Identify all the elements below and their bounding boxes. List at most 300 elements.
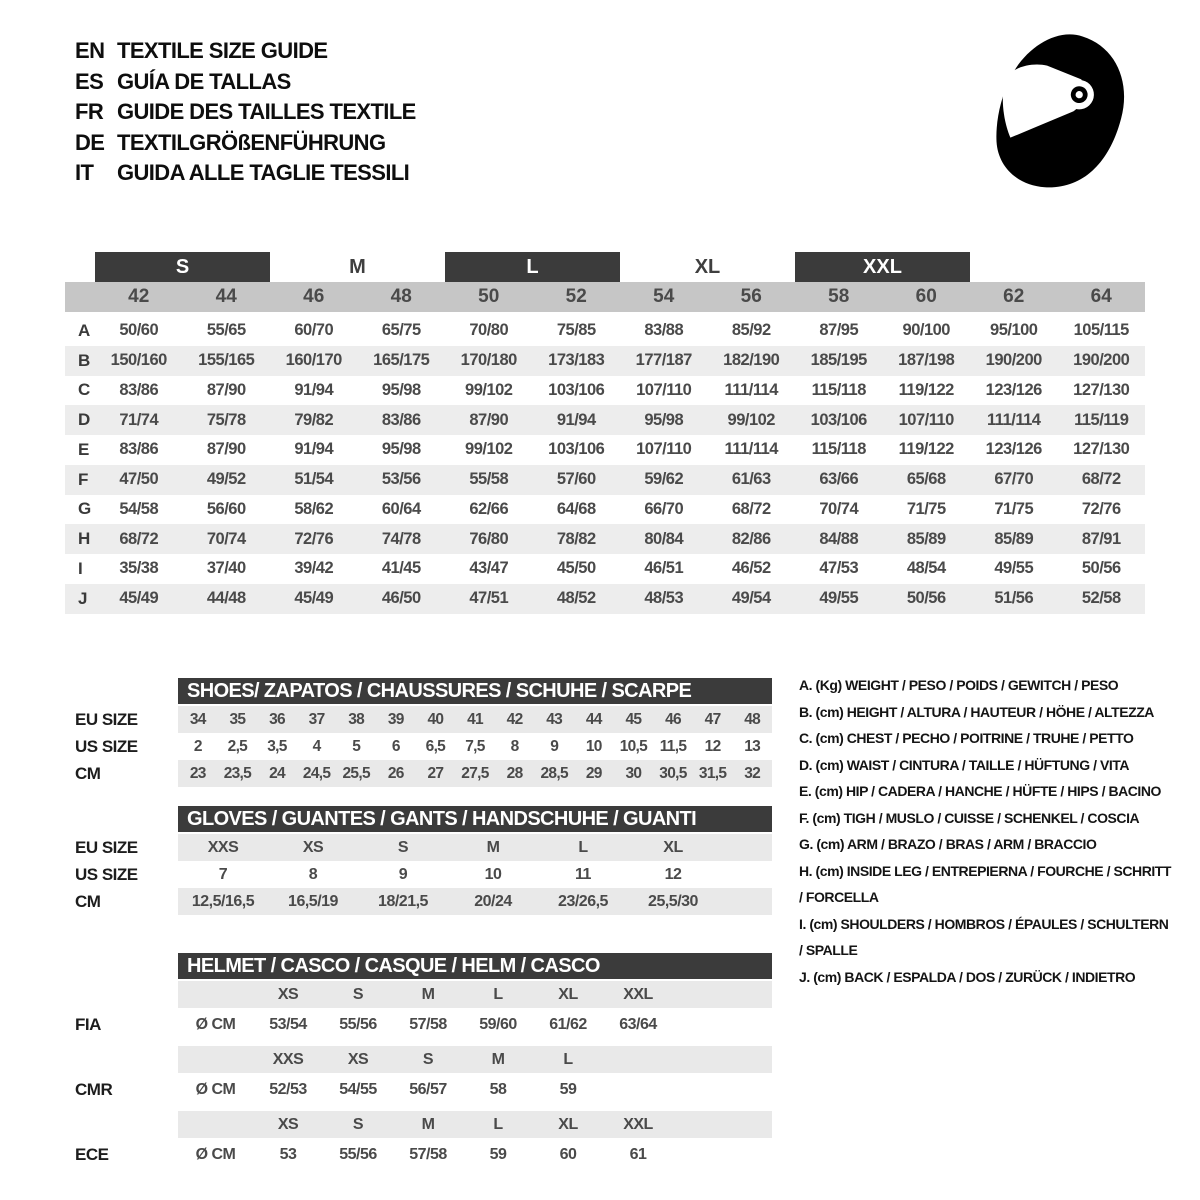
helmet-size-header: M <box>421 985 435 1003</box>
legend-item: J. (cm) BACK / ESPALDA / DOS / ZURÜCK / INDIETRO <box>799 968 1136 985</box>
size-value-cell: 72/76 <box>1081 499 1121 518</box>
size-value-cell: 67/70 <box>994 470 1034 489</box>
size-value-cell: 50/56 <box>906 589 946 608</box>
size-value-cell: 115/118 <box>811 440 866 459</box>
row-label: G <box>78 499 92 519</box>
size-value-cell: 111/114 <box>987 410 1041 429</box>
helmet-value-cell: 54/55 <box>339 1081 377 1098</box>
helmet-size-header: XS <box>347 1050 369 1068</box>
value-cell: 5 <box>352 737 361 755</box>
size-value-cell: 111/114 <box>724 380 778 399</box>
helmet-size-header: XL <box>558 1115 578 1133</box>
helmet-standard-values <box>178 1008 772 1042</box>
size-value-cell: 85/89 <box>906 529 946 548</box>
unit-spacer <box>178 1046 253 1073</box>
value-cell: 23 <box>189 764 206 782</box>
row-label: F <box>78 469 89 489</box>
helmet-table-title: HELMET / CASCO / CASQUE / HELM / CASCO <box>187 954 600 977</box>
helmet-standard-row <box>65 1073 775 1107</box>
value-cell: 3,5 <box>267 737 287 755</box>
guide-title-fr: GUIDE DES TAILLES TEXTILE <box>117 99 416 125</box>
helmet-value-cell: 57/58 <box>409 1146 447 1163</box>
helmet-size-header: L <box>493 1115 503 1133</box>
size-value-cell: 103/106 <box>810 410 867 429</box>
value-cell: 10 <box>484 865 502 883</box>
size-value-cell: 72/76 <box>294 529 334 548</box>
value-cell: 6 <box>391 737 400 755</box>
size-value-cell: 182/190 <box>723 351 780 370</box>
value-cell: L <box>578 838 588 856</box>
size-value-cell: 75/85 <box>556 321 596 340</box>
value-cell: 11,5 <box>659 737 687 755</box>
size-value-cell: 71/75 <box>994 499 1034 518</box>
value-cell: 40 <box>427 710 444 728</box>
value-cell: 44 <box>585 710 602 728</box>
size-group-xxl: XXL <box>795 252 970 282</box>
value-cell: 13 <box>744 737 761 755</box>
helmet-value-cell: 59/60 <box>479 1016 517 1033</box>
size-value-cell: 49/55 <box>819 589 859 608</box>
size-column-header: 64 <box>1090 286 1112 307</box>
size-value-cell: 99/102 <box>727 410 775 429</box>
row-label: H <box>78 529 91 549</box>
value-cell: 7 <box>218 865 228 883</box>
helmet-size-table <box>65 953 775 1176</box>
value-cell: 6,5 <box>425 737 446 755</box>
helmet-size-header: M <box>421 1115 435 1133</box>
value-cell: 11 <box>575 865 591 883</box>
size-value-cell: 107/110 <box>636 440 692 459</box>
gloves-table-title-bar <box>178 806 772 832</box>
value-cell: 43 <box>546 710 563 728</box>
size-value-cell: 41/45 <box>381 559 421 578</box>
size-column-header: 46 <box>303 286 325 307</box>
size-value-cell: 87/91 <box>1081 529 1121 548</box>
racing-helmet-icon <box>980 26 1148 208</box>
helmet-size-headers <box>178 1046 772 1073</box>
helmet-value-cell: 53/54 <box>269 1016 307 1033</box>
row-values <box>178 733 772 760</box>
helmet-value-cell: 55/56 <box>339 1146 377 1163</box>
value-cell: 10 <box>585 737 602 755</box>
legend-item: C. (cm) CHEST / PECHO / POITRINE / TRUHE / PETTO <box>799 730 1134 746</box>
size-group-m: M <box>349 255 366 278</box>
size-value-cell: 55/65 <box>206 321 246 340</box>
guide-title-de: TEXTILGRÖßENFÜHRUNG <box>117 129 386 155</box>
value-cell: 37 <box>308 710 325 728</box>
size-value-cell: 45/49 <box>119 589 159 608</box>
helmet-size-headers <box>178 1111 772 1138</box>
helmet-table-title-bar <box>178 953 772 979</box>
row-label: E <box>78 439 90 459</box>
value-cell: 25,5/30 <box>648 892 698 910</box>
row-header-label: CM <box>75 891 101 911</box>
value-cell: 12 <box>704 737 721 755</box>
value-cell: 2 <box>193 737 202 755</box>
value-cell: 8 <box>308 865 318 883</box>
table-row <box>65 861 775 888</box>
size-value-cell: 115/119 <box>1074 410 1129 429</box>
size-value-cell: 37/40 <box>206 559 246 578</box>
standard-label: CMR <box>75 1080 113 1099</box>
helmet-value-cell: 63/64 <box>619 1016 657 1033</box>
helmet-size-header: S <box>352 1115 364 1133</box>
size-value-cell: 111/114 <box>724 440 778 459</box>
helmet-size-header: S <box>352 985 364 1003</box>
size-value-cell: 49/52 <box>206 470 246 489</box>
size-value-cell: 99/102 <box>465 380 513 399</box>
size-value-cell: 127/130 <box>1073 380 1130 399</box>
size-value-cell: 83/86 <box>119 440 159 459</box>
size-value-cell: 90/100 <box>902 321 950 340</box>
unit-label: Ø CM <box>195 1146 236 1163</box>
size-column-header: 44 <box>215 286 237 307</box>
legend-item: B. (cm) HEIGHT / ALTURA / HAUTEUR / HÖHE / ALTEZZA <box>799 703 1154 720</box>
size-value-cell: 48/52 <box>556 589 596 608</box>
table-row <box>65 834 775 861</box>
language-code: FR <box>75 99 104 125</box>
size-value-cell: 60/64 <box>381 499 421 518</box>
size-value-cell: 78/82 <box>556 529 596 548</box>
measurement-row <box>65 435 1145 465</box>
value-cell: 18/21,5 <box>378 892 428 910</box>
measurement-row <box>65 346 1145 376</box>
language-code: ES <box>75 68 104 94</box>
value-cell: XL <box>663 838 683 856</box>
size-value-cell: 91/94 <box>556 410 596 429</box>
size-value-cell: 58/62 <box>294 499 334 518</box>
value-cell: 2,5 <box>227 737 248 755</box>
value-cell: 42 <box>506 710 523 728</box>
row-label: B <box>78 350 91 370</box>
value-cell: 36 <box>269 710 285 728</box>
size-value-cell: 95/98 <box>381 440 421 459</box>
measurement-row <box>65 524 1145 554</box>
helmet-value-cell: 58 <box>489 1081 507 1098</box>
helmet-size-header: XL <box>558 985 578 1003</box>
guide-title-it: GUIDA ALLE TAGLIE TESSILI <box>117 160 410 186</box>
gloves-table-title: GLOVES / GUANTES / GANTS / HANDSCHUHE / GUANTI <box>187 807 697 830</box>
size-value-cell: 185/195 <box>810 351 867 370</box>
size-value-cell: 45/50 <box>556 559 596 578</box>
legend-item: D. (cm) WAIST / CINTURA / TAILLE / HÜFTUNG / VITA <box>799 756 1130 773</box>
value-cell: 24,5 <box>302 764 331 782</box>
size-column-header: 52 <box>565 286 587 307</box>
size-column-header: 42 <box>128 286 150 307</box>
measurement-row <box>65 316 1145 346</box>
size-group-header-row <box>65 252 1145 282</box>
size-value-cell: 70/74 <box>819 499 859 518</box>
value-cell: 47 <box>704 710 721 728</box>
value-cell: 35 <box>229 710 246 728</box>
row-values <box>178 861 772 888</box>
legend-item: H. (cm) INSIDE LEG / ENTREPIERNA / FOURCHE / SCHRITT / FORCELLA <box>799 862 1171 905</box>
size-column-header: 62 <box>1003 286 1025 307</box>
size-value-cell: 83/86 <box>119 380 159 399</box>
size-column-header: 48 <box>390 286 412 307</box>
helmet-size-header: XXL <box>623 985 653 1003</box>
language-title-row <box>75 36 416 67</box>
value-cell: XXS <box>207 838 239 856</box>
size-value-cell: 52/58 <box>1081 589 1121 608</box>
guide-title-es: GUÍA DE TALLAS <box>117 68 291 94</box>
size-column-header: 56 <box>740 286 762 307</box>
size-value-cell: 46/51 <box>644 559 684 578</box>
value-cell: 9 <box>550 737 559 755</box>
value-cell: 30,5 <box>659 764 687 782</box>
size-value-cell: 66/70 <box>644 499 684 518</box>
standard-label: ECE <box>75 1145 109 1164</box>
language-title-row <box>75 128 416 159</box>
size-value-cell: 87/90 <box>206 380 246 399</box>
helmet-size-header: XXL <box>623 1115 653 1133</box>
size-value-cell: 65/68 <box>906 470 946 489</box>
size-value-cell: 53/56 <box>381 470 421 489</box>
size-value-cell: 83/86 <box>381 410 421 429</box>
value-cell: 28 <box>506 764 523 782</box>
size-value-cell: 170/180 <box>460 351 517 370</box>
standard-label: FIA <box>75 1015 101 1034</box>
row-values <box>178 760 772 787</box>
size-value-cell: 83/88 <box>644 321 684 340</box>
size-value-cell: 47/50 <box>119 470 159 489</box>
value-cell: 20/24 <box>474 892 512 910</box>
table-row <box>65 706 775 733</box>
size-value-cell: 84/88 <box>819 529 859 548</box>
helmet-standard-row <box>65 1008 775 1042</box>
language-code: DE <box>75 129 105 155</box>
legend-item: E. (cm) HIP / CADERA / HANCHE / HÜFTE / HIPS / BACINO <box>799 783 1161 799</box>
measurement-row <box>65 376 1145 406</box>
helmet-size-header-row <box>65 981 775 1008</box>
helmet-value-cell: 59 <box>559 1081 577 1098</box>
size-value-cell: 99/102 <box>465 440 513 459</box>
helmet-size-header: L <box>493 985 503 1003</box>
row-header-label: CM <box>75 763 101 783</box>
value-cell: 28,5 <box>540 764 568 782</box>
helmet-size-header: XS <box>277 1115 299 1133</box>
unit-label: Ø CM <box>195 1081 236 1098</box>
size-value-cell: 39/42 <box>294 559 334 578</box>
size-value-cell: 80/84 <box>644 529 684 548</box>
size-value-cell: 76/80 <box>469 529 509 548</box>
size-value-cell: 50/56 <box>1081 559 1121 578</box>
size-value-cell: 50/60 <box>119 321 159 340</box>
value-cell: 10,5 <box>619 737 648 755</box>
value-cell: 39 <box>387 710 404 728</box>
helmet-standard-values <box>178 1138 772 1172</box>
size-value-cell: 51/54 <box>294 470 334 489</box>
value-cell: M <box>486 838 500 856</box>
size-value-cell: 150/160 <box>110 351 167 370</box>
size-value-cell: 173/183 <box>548 351 605 370</box>
language-title-list <box>75 36 416 189</box>
row-header-label: EU SIZE <box>75 709 138 729</box>
helmet-value-cell <box>603 1073 673 1107</box>
textile-size-table <box>65 252 1145 614</box>
language-title-row <box>75 158 416 189</box>
value-cell: 25,5 <box>342 764 370 782</box>
gloves-size-table <box>65 806 775 915</box>
helmet-size-header <box>603 1046 673 1073</box>
row-label: D <box>78 410 91 430</box>
measurement-row <box>65 465 1145 495</box>
size-value-cell: 46/50 <box>381 589 421 608</box>
value-cell: 4 <box>312 737 321 755</box>
value-cell: 12,5/16,5 <box>191 892 255 910</box>
size-value-cell: 43/47 <box>469 559 509 578</box>
size-value-cell: 48/54 <box>906 559 946 578</box>
size-value-cell: 190/200 <box>985 351 1042 370</box>
value-cell: 46 <box>665 710 681 728</box>
size-value-cell: 70/74 <box>206 529 246 548</box>
size-value-cell: 87/90 <box>206 440 246 459</box>
size-value-cell: 68/72 <box>731 499 771 518</box>
legend-item: I. (cm) SHOULDERS / HOMBROS / ÉPAULES / SCHULTERN / SPALLE <box>799 915 1169 958</box>
legend-item: G. (cm) ARM / BRAZO / BRAS / ARM / BRACCIO <box>799 836 1097 852</box>
size-value-cell: 51/56 <box>994 589 1034 608</box>
size-value-cell: 95/98 <box>381 380 421 399</box>
size-value-cell: 115/118 <box>811 380 866 399</box>
value-cell: 32 <box>744 764 761 782</box>
value-cell: 30 <box>625 764 642 782</box>
size-value-cell: 61/63 <box>731 470 771 489</box>
helmet-value-cell: 59 <box>489 1146 507 1163</box>
size-value-cell: 46/52 <box>731 559 771 578</box>
legend-item: A. (Kg) WEIGHT / PESO / POIDS / GEWITCH / PESO <box>799 677 1119 693</box>
size-value-cell: 47/53 <box>819 559 859 578</box>
helmet-value-cell: 56/57 <box>409 1081 447 1098</box>
size-value-cell: 68/72 <box>119 529 159 548</box>
value-cell: XS <box>302 838 324 856</box>
value-cell: 45 <box>625 710 642 728</box>
row-header-label: US SIZE <box>75 736 138 756</box>
helmet-value-cell: 57/58 <box>409 1016 447 1033</box>
size-value-cell: 35/38 <box>119 559 159 578</box>
size-value-cell: 127/130 <box>1073 440 1130 459</box>
language-title-row <box>75 67 416 98</box>
measurement-row <box>65 554 1145 584</box>
row-label: C <box>78 380 91 400</box>
value-cell: 27,5 <box>461 764 489 782</box>
language-code: EN <box>75 38 105 64</box>
value-cell: 16,5/19 <box>288 892 338 910</box>
legend-item: F. (cm) TIGH / MUSLO / CUISSE / SCHENKEL / COSCIA <box>799 809 1140 826</box>
value-cell: 7,5 <box>465 737 485 755</box>
shoes-size-table <box>65 678 775 787</box>
value-cell: 23/26,5 <box>558 892 608 910</box>
value-cell: 8 <box>510 737 519 755</box>
helmet-size-header-row <box>65 1111 775 1138</box>
value-cell: 26 <box>387 764 404 782</box>
size-value-cell: 49/54 <box>731 589 771 608</box>
value-cell: 23,5 <box>223 764 252 782</box>
size-value-cell: 119/122 <box>898 440 954 459</box>
helmet-size-header: S <box>422 1050 434 1068</box>
size-value-cell: 63/66 <box>819 470 859 489</box>
size-value-cell: 74/78 <box>381 529 421 548</box>
size-value-cell: 87/90 <box>469 410 509 429</box>
size-value-cell: 71/74 <box>119 410 159 429</box>
size-value-cell: 123/126 <box>985 380 1042 399</box>
helmet-size-header-row <box>65 1046 775 1073</box>
size-value-cell: 70/80 <box>469 321 509 340</box>
helmet-value-cell: 61/62 <box>549 1016 587 1033</box>
unit-spacer <box>178 1111 253 1138</box>
row-values <box>178 834 772 861</box>
row-header-label: EU SIZE <box>75 837 138 857</box>
size-value-cell: 65/75 <box>381 321 421 340</box>
row-label: J <box>78 588 88 608</box>
value-cell: 29 <box>585 764 602 782</box>
size-value-cell: 165/175 <box>373 351 430 370</box>
size-value-cell: 71/75 <box>906 499 946 518</box>
measurement-rows <box>65 316 1145 614</box>
size-value-cell: 91/94 <box>294 380 334 399</box>
size-column-header: 54 <box>653 286 675 307</box>
helmet-value-cell: 53 <box>279 1146 297 1163</box>
size-value-cell: 55/58 <box>469 470 509 489</box>
helmet-value-cell: 52/53 <box>269 1081 307 1098</box>
value-cell: 12 <box>664 865 682 883</box>
value-cell: 9 <box>398 865 408 883</box>
numeric-size-header-row <box>65 282 1145 312</box>
size-value-cell: 62/66 <box>469 499 509 518</box>
size-band-spacer <box>65 282 95 312</box>
value-cell: 27 <box>427 764 444 782</box>
size-value-cell: 54/58 <box>119 499 159 518</box>
helmet-value-cell: 61 <box>629 1146 647 1163</box>
helmet-standard-values <box>178 1073 772 1107</box>
size-value-cell: 95/100 <box>990 321 1038 340</box>
size-group-s: S <box>95 252 270 282</box>
value-cell: 41 <box>467 710 483 728</box>
size-value-cell: 119/122 <box>898 380 954 399</box>
helmet-value-cell: 55/56 <box>339 1016 377 1033</box>
measurement-row <box>65 405 1145 435</box>
helmet-size-headers <box>178 981 772 1008</box>
measurement-row <box>65 495 1145 525</box>
size-value-cell: 56/60 <box>206 499 246 518</box>
helmet-standard-row <box>65 1138 775 1172</box>
value-cell: 48 <box>744 710 761 728</box>
unit-spacer <box>178 981 253 1008</box>
size-value-cell: 87/95 <box>819 321 859 340</box>
measurement-row <box>65 584 1145 614</box>
size-column-header: 60 <box>915 286 937 307</box>
row-label: A <box>78 320 91 340</box>
row-values <box>178 888 772 915</box>
guide-title-en: TEXTILE SIZE GUIDE <box>117 38 328 64</box>
size-value-cell: 48/53 <box>644 589 684 608</box>
size-value-cell: 82/86 <box>731 529 771 548</box>
size-value-cell: 187/198 <box>898 351 955 370</box>
helmet-size-header: L <box>563 1050 573 1068</box>
value-cell: S <box>397 838 409 856</box>
row-values <box>178 706 772 733</box>
table-row <box>65 888 775 915</box>
measurement-legend <box>799 672 1175 990</box>
size-value-cell: 160/170 <box>285 351 342 370</box>
size-value-cell: 105/115 <box>1073 321 1129 340</box>
value-cell: 24 <box>269 764 285 782</box>
size-value-cell: 85/89 <box>994 529 1034 548</box>
size-value-cell: 75/78 <box>206 410 246 429</box>
size-value-cell: 57/60 <box>556 470 596 489</box>
size-value-cell: 85/92 <box>731 321 771 340</box>
size-value-cell: 95/98 <box>644 410 684 429</box>
size-value-cell: 60/70 <box>294 321 334 340</box>
